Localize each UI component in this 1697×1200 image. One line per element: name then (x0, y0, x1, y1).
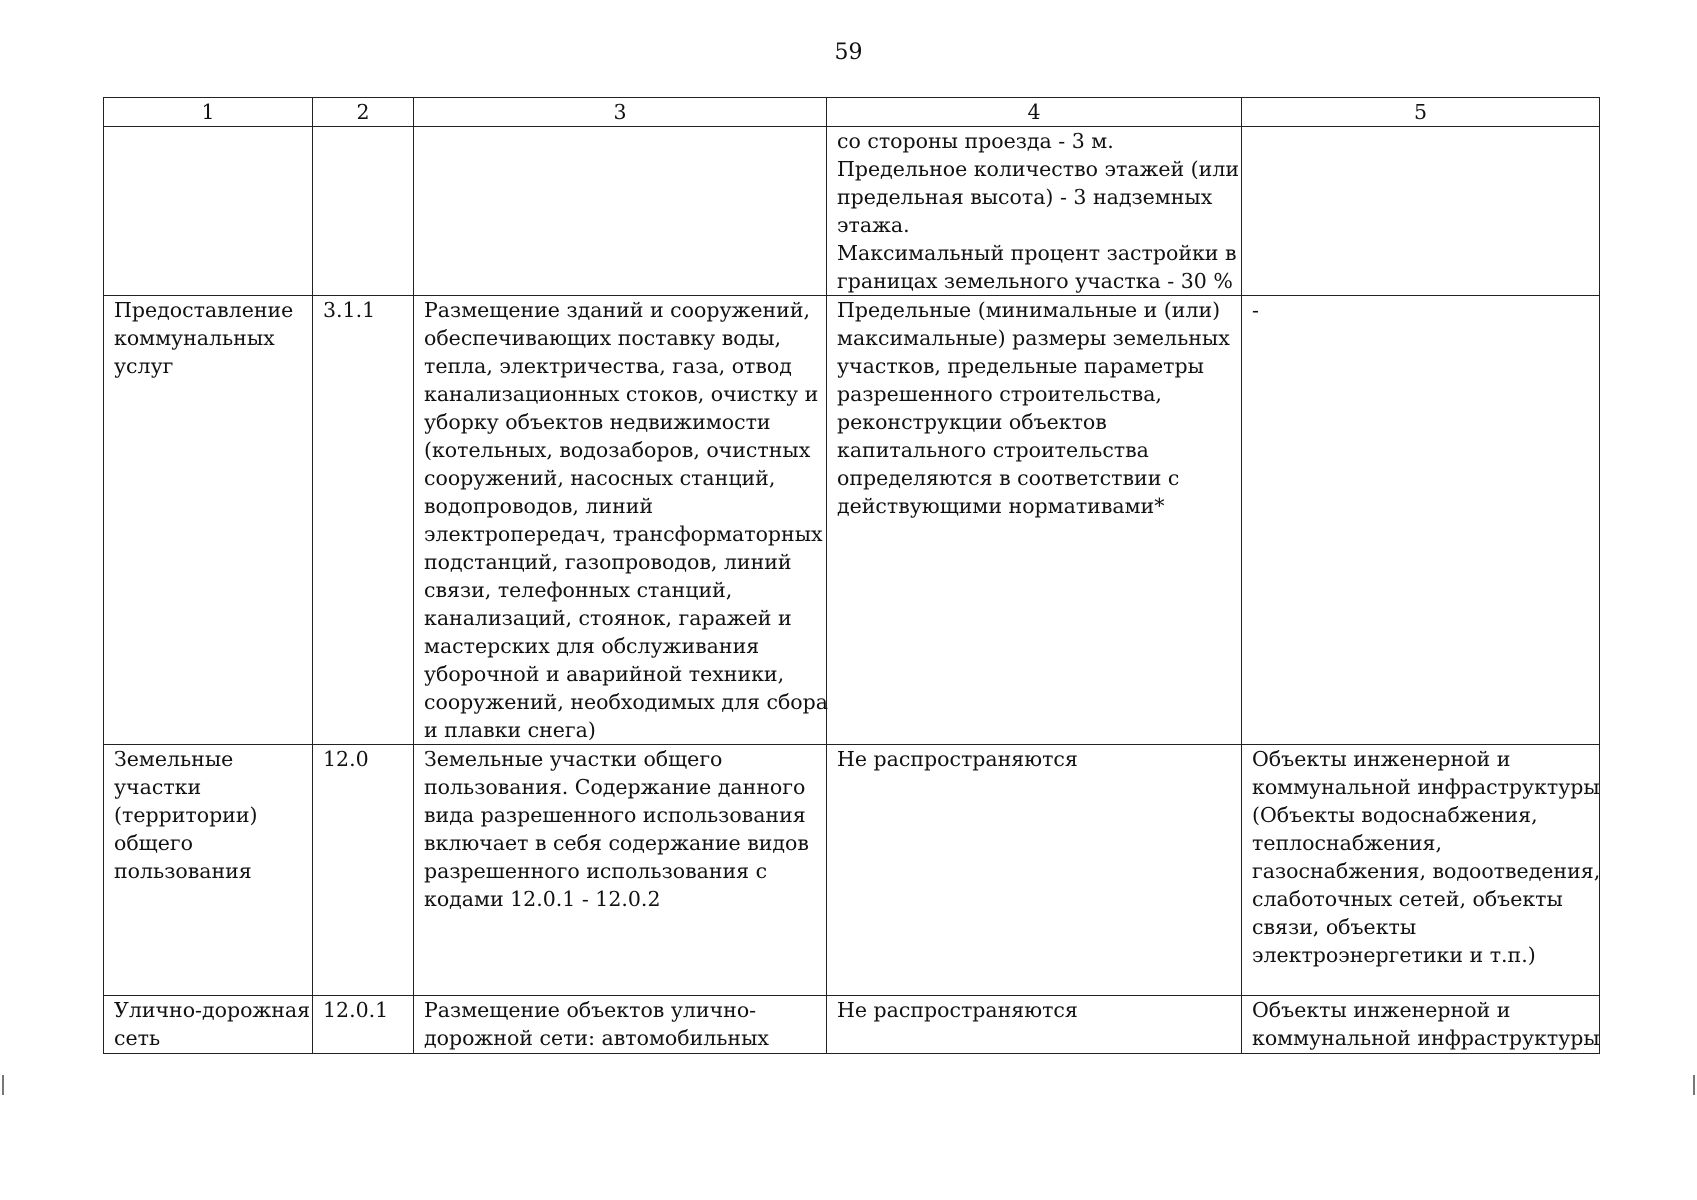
cell-text-line: вида разрешенного использования (424, 803, 806, 827)
cell-parameters (827, 745, 1242, 996)
cell-text-line: Размещение зданий и сооружений, (424, 298, 810, 322)
cell-use-type (104, 996, 313, 1054)
header-col-3: 3 (414, 98, 827, 127)
cell-text-line: газоснабжения, водоотведения, (1252, 859, 1601, 883)
table-header-row (104, 98, 1600, 127)
cell-text-line: Предельные (минимальные и (или) (837, 298, 1221, 322)
cell-text-line: подстанций, газопроводов, линий (424, 550, 792, 574)
cell-code (313, 296, 414, 745)
cell-text-line: 12.0 (323, 747, 369, 771)
cell-text-line: (территории) (114, 803, 258, 827)
table-row (104, 996, 1600, 1054)
cell-text-line: предельная высота) - 3 надземных (837, 185, 1213, 209)
cell-description (414, 745, 827, 996)
cell-parameters (827, 127, 1242, 296)
table-row (104, 296, 1600, 745)
cell-auxiliary-uses (1242, 996, 1600, 1054)
regulations-table (103, 97, 1600, 1054)
cell-text-line: Предельное количество этажей (или (837, 157, 1240, 181)
header-col-4: 4 (827, 98, 1242, 127)
cell-description (414, 127, 827, 296)
cell-text-line: Объекты инженерной и (1252, 747, 1511, 771)
cell-text-line: электропередач, трансформаторных (424, 522, 823, 546)
cell-text-line: пользования (114, 859, 252, 883)
cell-text-line: канализаций, стоянок, гаражей и (424, 606, 792, 630)
cell-text-line: капитального строительства (837, 438, 1149, 462)
cell-text-line: включает в себя содержание видов (424, 831, 809, 855)
cell-text-line: тепла, электричества, газа, отвод (424, 354, 792, 378)
cell-text-line: мастерских для обслуживания (424, 634, 760, 658)
cell-code (313, 127, 414, 296)
cell-code (313, 996, 414, 1054)
cell-use-type (104, 745, 313, 996)
cell-text-line: Не распространяются (837, 998, 1078, 1022)
cell-text-line: кодами 12.0.1 - 12.0.2 (424, 887, 661, 911)
cell-text-line: реконструкции объектов (837, 410, 1107, 434)
header-col-1: 1 (104, 98, 313, 127)
cell-use-type (104, 127, 313, 296)
cell-text-line: водопроводов, линий (424, 494, 654, 518)
cell-text-line: теплоснабжения, (1252, 831, 1442, 855)
cell-text-line: сооружений, насосных станций, (424, 466, 776, 490)
cell-text-line: сеть (114, 1026, 161, 1050)
cell-auxiliary-uses (1242, 745, 1600, 996)
cell-text-line: участки (114, 775, 202, 799)
cell-text-line: уборочной и аварийной техники, (424, 662, 785, 686)
header-col-5: 5 (1242, 98, 1600, 127)
cell-text-line: коммунальной инфраструктуры (1252, 1026, 1600, 1050)
cell-text-line: 3.1.1 (323, 298, 376, 322)
cell-parameters (827, 296, 1242, 745)
cell-text-line: этажа. (837, 213, 910, 237)
cell-parameters (827, 996, 1242, 1054)
cell-auxiliary-uses (1242, 296, 1600, 745)
cell-auxiliary-uses (1242, 127, 1600, 296)
cell-text-line: связи, объекты (1252, 915, 1417, 939)
cell-text-line: слаботочных сетей, объекты (1252, 887, 1563, 911)
cell-text-line: (котельных, водозаборов, очистных (424, 438, 811, 462)
table-row (104, 127, 1600, 296)
cell-text-line: определяются в соответствии с (837, 466, 1180, 490)
cell-text-line: разрешенного строительства, (837, 382, 1162, 406)
cell-code (313, 745, 414, 996)
cell-text-line: участков, предельные параметры (837, 354, 1204, 378)
cell-text-line: услуг (114, 354, 174, 378)
cell-text-line: Улично-дорожная (114, 998, 311, 1022)
cell-text-line: Земельные (114, 747, 234, 771)
cell-text-line: Предоставление (114, 298, 294, 322)
cell-text-line: коммунальных (114, 326, 275, 350)
cell-text-line: границах земельного участка - 30 % (837, 269, 1233, 293)
cell-text-line: общего (114, 831, 193, 855)
cell-text-line: Максимальный процент застройки в (837, 241, 1237, 265)
cell-text-line: коммунальной инфраструктуры (1252, 775, 1600, 799)
cell-text-line: обеспечивающих поставку воды, (424, 326, 782, 350)
cell-text-line: электроэнергетики и т.п.) (1252, 943, 1536, 967)
cell-text-line: Земельные участки общего (424, 747, 723, 771)
cell-text-line: 12.0.1 (323, 998, 389, 1022)
cell-description (414, 996, 827, 1054)
cell-text-line: канализационных стоков, очистку и (424, 382, 819, 406)
cell-text-line: Не распространяются (837, 747, 1078, 771)
cell-text-line: дорожной сети: автомобильных (424, 1026, 769, 1050)
cell-text-line: и плавки снега) (424, 718, 596, 742)
cell-text-line: максимальные) размеры земельных (837, 326, 1230, 350)
cell-text-line: со стороны проезда - 3 м. (837, 129, 1114, 153)
cell-text-line: уборку объектов недвижимости (424, 410, 771, 434)
cell-text-line: - (1252, 298, 1259, 322)
cell-text-line: разрешенного использования с (424, 859, 768, 883)
page-number: 59 (834, 40, 863, 65)
cell-text-line: связи, телефонных станций, (424, 578, 733, 602)
left-margin-mark (2, 1075, 4, 1095)
table-row (104, 745, 1600, 996)
cell-text-line: (Объекты водоснабжения, (1252, 803, 1538, 827)
header-col-2: 2 (313, 98, 414, 127)
cell-text-line: действующими нормативами* (837, 494, 1165, 518)
cell-text-line: Объекты инженерной и (1252, 998, 1511, 1022)
cell-text-line: Размещение объектов улично- (424, 998, 757, 1022)
right-margin-mark (1693, 1075, 1695, 1095)
cell-text-line: пользования. Содержание данного (424, 775, 806, 799)
cell-text-line: сооружений, необходимых для сбора (424, 690, 828, 714)
cell-use-type (104, 296, 313, 745)
cell-description (414, 296, 827, 745)
